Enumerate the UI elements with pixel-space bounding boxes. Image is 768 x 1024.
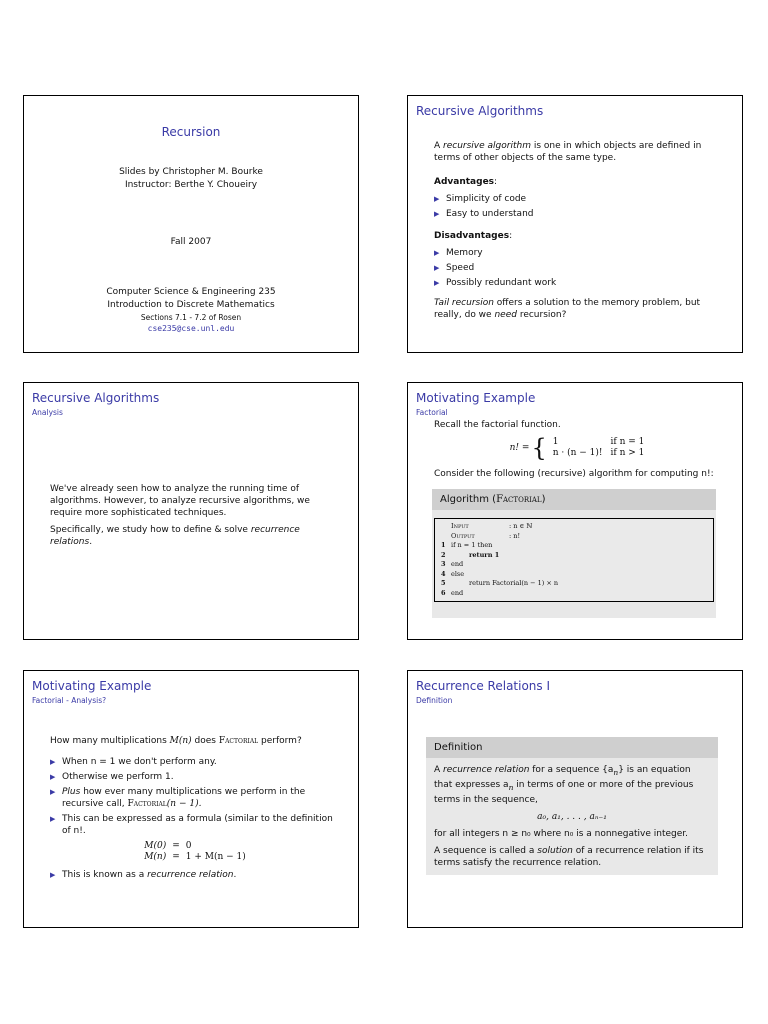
disadvantages-heading: Disadvantages: bbox=[434, 231, 513, 241]
brace-icon: { bbox=[531, 434, 547, 462]
consider-text: Consider the following (recursive) algorithm for computing n!: bbox=[434, 469, 714, 479]
bullet-icon: ▶ bbox=[434, 195, 440, 203]
definition-header: Definition bbox=[426, 737, 718, 758]
disadvantages-list bbox=[434, 247, 724, 289]
slide-title: Recursive Algorithms bbox=[32, 391, 160, 405]
list-item: ▶ This is known as a recurrence relation. bbox=[50, 870, 237, 880]
algorithm-block bbox=[432, 489, 716, 618]
conclusion-list bbox=[50, 869, 340, 881]
recurrence-paragraph: Specifically, we study how to define & solve recurrence relations. bbox=[50, 525, 300, 547]
list-item: ▶ Plus how ever many multiplications we perform in the recursive call, Factorial(n − 1). bbox=[50, 787, 306, 809]
slide-subtitle: Factorial - Analysis? bbox=[32, 696, 107, 705]
slide-title: Recursive Algorithms bbox=[416, 104, 544, 118]
slide-title: Recurrence Relations I bbox=[416, 679, 551, 693]
list-item: ▶ When n = 1 we don't perform any. bbox=[50, 757, 217, 767]
list-item: ▶ Simplicity of code bbox=[434, 194, 527, 204]
factorial-definition: n! = { 1 if n = 1 n · (n − 1)! if n > 1 bbox=[509, 434, 645, 462]
recall-text: Recall the factorial function. bbox=[434, 420, 561, 430]
forall-text: for all integers n ≥ n₀ where n₀ is a nonnegative integer. bbox=[434, 828, 689, 839]
slide-factorial-analysis bbox=[23, 670, 359, 928]
slide-body bbox=[434, 140, 724, 326]
slide-body bbox=[50, 735, 340, 887]
definition-text: A recurrence relation for a sequence $\{a_n\}$ is an equation that expresses $a_n$ in terms of one or more of the previous terms in the sequence, bbox=[434, 765, 694, 805]
bullet-icon: ▶ bbox=[434, 249, 440, 257]
list-item: ▶ Possibly redundant work bbox=[434, 278, 557, 288]
slide-motivating-factorial bbox=[407, 382, 743, 640]
slide-recursive-analysis bbox=[23, 382, 359, 640]
advantages-list bbox=[434, 193, 724, 220]
tail-recursion-paragraph: Tail recursion offers a solution to the memory problem, but really, do we need recursion? bbox=[434, 298, 701, 320]
instructor-line: Instructor: Berthe Y. Choueiry bbox=[124, 180, 258, 190]
solution-text: A sequence is called a solution of a recurrence relation if its terms satisfy the recurrence relation. bbox=[434, 845, 704, 868]
bullet-icon: ▶ bbox=[50, 773, 56, 781]
slide-recurrence-relations bbox=[407, 670, 743, 928]
list-item: ▶ Otherwise we perform 1. bbox=[50, 772, 174, 782]
slide-subtitle: Definition bbox=[416, 696, 453, 705]
bullet-icon: ▶ bbox=[50, 871, 56, 879]
presentation-title: Recursion bbox=[161, 125, 221, 139]
list-item: ▶ This can be expressed as a formula (similar to the definition of n!. bbox=[50, 814, 333, 836]
question-text: How many multiplications M(n) does Factorial perform? bbox=[50, 736, 302, 746]
list-item: ▶ Memory bbox=[434, 248, 483, 258]
bullet-icon: ▶ bbox=[434, 279, 440, 287]
analysis-list bbox=[50, 756, 340, 837]
course-line-1: Computer Science & Engineering 235 bbox=[106, 287, 276, 297]
slide-body bbox=[50, 483, 340, 553]
email-link[interactable]: cse235@cse.unl.edu bbox=[147, 324, 235, 333]
advantages-heading: Advantages: bbox=[434, 177, 498, 187]
recurrence-equations: M(0) = 0 M(n) = 1 + M(n − 1) bbox=[144, 841, 246, 862]
slide-title bbox=[23, 95, 359, 353]
definition-body bbox=[426, 758, 718, 875]
bullet-icon: ▶ bbox=[50, 815, 56, 823]
slide-body bbox=[434, 419, 724, 485]
slide-subtitle: Factorial bbox=[416, 408, 448, 417]
slide-subtitle: Analysis bbox=[32, 408, 63, 417]
definition-block bbox=[426, 737, 718, 875]
list-item: ▶ Easy to understand bbox=[434, 209, 534, 219]
bullet-icon: ▶ bbox=[50, 788, 56, 796]
list-item: ▶ Speed bbox=[434, 263, 475, 273]
analysis-paragraph: We've already seen how to analyze the running time of algorithms. However, to analyze recursive algorithms, we require more sophisticated techniques. bbox=[50, 484, 310, 518]
bullet-icon: ▶ bbox=[434, 210, 440, 218]
course-line-2: Introduction to Discrete Mathematics bbox=[107, 300, 275, 310]
author-line: Slides by Christopher M. Bourke bbox=[119, 167, 263, 177]
bullet-icon: ▶ bbox=[434, 264, 440, 272]
bullet-icon: ▶ bbox=[50, 758, 56, 766]
sequence-formula: a₀, a₁, . . . , aₙ₋₁ bbox=[537, 811, 607, 822]
slide-recursive-algorithms bbox=[407, 95, 743, 353]
slide-title: Motivating Example bbox=[416, 391, 536, 405]
slide-title: Motivating Example bbox=[32, 679, 152, 693]
algorithm-listing: Input : n ∈ ℕ Output : n! 1 if n = 1 then 2 return 1 3 end 4 else 5 return Factorial(n − 1) × n 6 end bbox=[434, 518, 714, 602]
algorithm-header: Algorithm (Factorial) bbox=[432, 489, 716, 510]
term-line: Fall 2007 bbox=[170, 237, 212, 247]
sections-line: Sections 7.1 - 7.2 of Rosen bbox=[140, 313, 242, 322]
intro-paragraph: A recursive algorithm is one in which objects are defined in terms of other objects of the same type. bbox=[434, 141, 702, 163]
